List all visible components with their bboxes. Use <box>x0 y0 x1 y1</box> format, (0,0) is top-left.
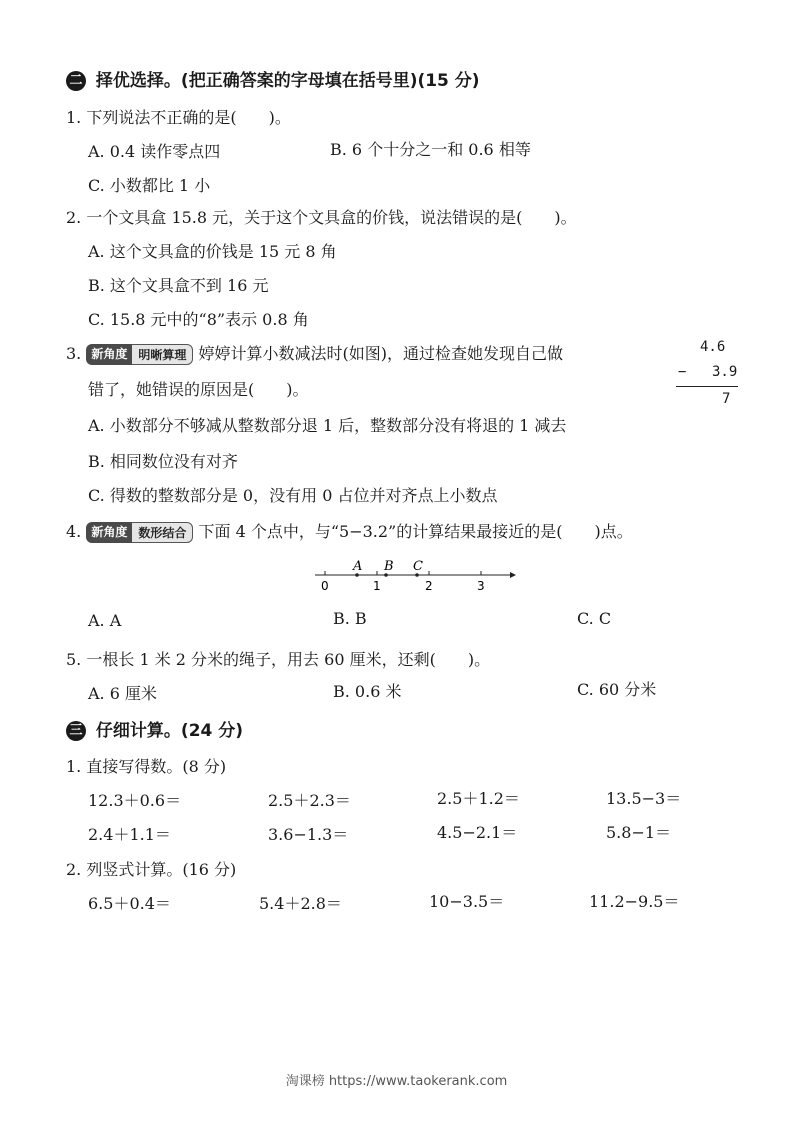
question-5-stem: 5. 一根长 1 米 2 分米的绳子，用去 60 厘米，还剩( )。 <box>66 650 491 669</box>
question-3-number: 3. <box>66 344 82 363</box>
section-number-icon: 三 <box>66 721 86 741</box>
calc-item: 2.5＋1.2＝ <box>437 789 520 808</box>
point-b-label: B <box>384 559 394 574</box>
section-3-header <box>66 716 243 741</box>
vertical-top-number: 4.6 <box>700 339 726 355</box>
calc-item: 5.8−1＝ <box>606 823 672 842</box>
tag-label: 新角度 <box>86 344 132 365</box>
question-2-option-b: B. 这个文具盒不到 16 元 <box>88 276 269 295</box>
new-angle-tag <box>86 344 193 365</box>
question-4-option-c: C. C <box>577 609 612 628</box>
number-line <box>310 556 520 596</box>
vertical-calc-item: 11.2−9.5＝ <box>589 892 680 911</box>
point-a-label: A <box>353 559 363 574</box>
vertical-calc-item: 10−3.5＝ <box>429 892 505 911</box>
part-2-title: 2. 列竖式计算。(16 分) <box>66 860 237 879</box>
tag-label: 新角度 <box>86 522 132 543</box>
section-2-header <box>66 66 480 91</box>
question-3-option-c: C. 得数的整数部分是 0，没有用 0 占位并对齐点上小数点 <box>88 486 498 505</box>
vertical-result: 7 <box>722 391 731 407</box>
question-3-line-1 <box>66 341 563 365</box>
tick-label-2: 2 <box>425 579 433 593</box>
question-3-stem-line-1: 婷婷计算小数减法时(如图)，通过检查她发现自己做 <box>198 344 563 363</box>
tick-label-3: 3 <box>477 579 485 593</box>
vertical-bottom-number: 3.9 <box>712 364 738 380</box>
point-c-label: C <box>413 559 423 574</box>
tag-topic: 数形结合 <box>132 522 193 543</box>
question-3-option-b: B. 相同数位没有对齐 <box>88 452 238 471</box>
question-5-option-a: A. 6 厘米 <box>88 684 157 703</box>
calc-item: 12.3＋0.6＝ <box>88 791 182 810</box>
part-1-title: 1. 直接写得数。(8 分) <box>66 757 227 776</box>
tag-topic: 明晰算理 <box>132 344 193 365</box>
question-4-line <box>66 519 633 543</box>
vertical-calc-item: 5.4＋2.8＝ <box>259 894 342 913</box>
vertical-result-line <box>676 386 738 387</box>
calc-item: 2.4＋1.1＝ <box>88 825 171 844</box>
question-1-option-c: C. 小数都比 1 小 <box>88 176 211 195</box>
section-3-title: 仔细计算。(24 分) <box>95 721 244 741</box>
question-4-stem: 下面 4 个点中，与“5−3.2”的计算结果最接近的是( )点。 <box>198 522 633 541</box>
section-number-icon: 二 <box>66 71 86 91</box>
question-2-option-a: A. 这个文具盒的价钱是 15 元 8 角 <box>88 242 337 261</box>
tick-label-0: 0 <box>321 579 329 593</box>
question-5-option-c: C. 60 分米 <box>577 680 657 699</box>
vertical-calc-item: 6.5＋0.4＝ <box>88 894 171 913</box>
question-5-option-b: B. 0.6 米 <box>333 682 402 701</box>
tick-label-1: 1 <box>373 579 381 593</box>
question-2-option-c: C. 15.8 元中的“8”表示 0.8 角 <box>88 310 309 329</box>
question-4-option-a: A. A <box>88 611 122 630</box>
question-3-option-a: A. 小数部分不够减从整数部分退 1 后，整数部分没有将退的 1 减去 <box>88 416 567 435</box>
question-1-option-a: A. 0.4 读作零点四 <box>88 142 221 161</box>
vertical-minus-sign: − <box>678 364 687 380</box>
question-2-stem: 2. 一个文具盒 15.8 元，关于这个文具盒的价钱，说法错误的是( )。 <box>66 208 577 227</box>
number-line-arrow <box>510 572 516 578</box>
calc-item: 13.5−3＝ <box>606 789 682 808</box>
calc-item: 3.6−1.3＝ <box>268 825 349 844</box>
footer-watermark: 淘课榜 https://www.taokerank.com <box>285 1074 508 1089</box>
question-4-option-b: B. B <box>333 609 367 628</box>
question-4-number: 4. <box>66 522 82 541</box>
calc-item: 2.5＋2.3＝ <box>268 791 351 810</box>
question-3-stem-line-2: 错了，她错误的原因是( )。 <box>88 380 309 399</box>
new-angle-tag <box>86 522 193 543</box>
section-2-title: 择优选择。(把正确答案的字母填在括号里)(15 分) <box>95 71 480 91</box>
calc-item: 4.5−2.1＝ <box>437 823 518 842</box>
question-1-stem: 1. 下列说法不正确的是( )。 <box>66 108 291 127</box>
question-1-option-b: B. 6 个十分之一和 0.6 相等 <box>330 140 531 159</box>
